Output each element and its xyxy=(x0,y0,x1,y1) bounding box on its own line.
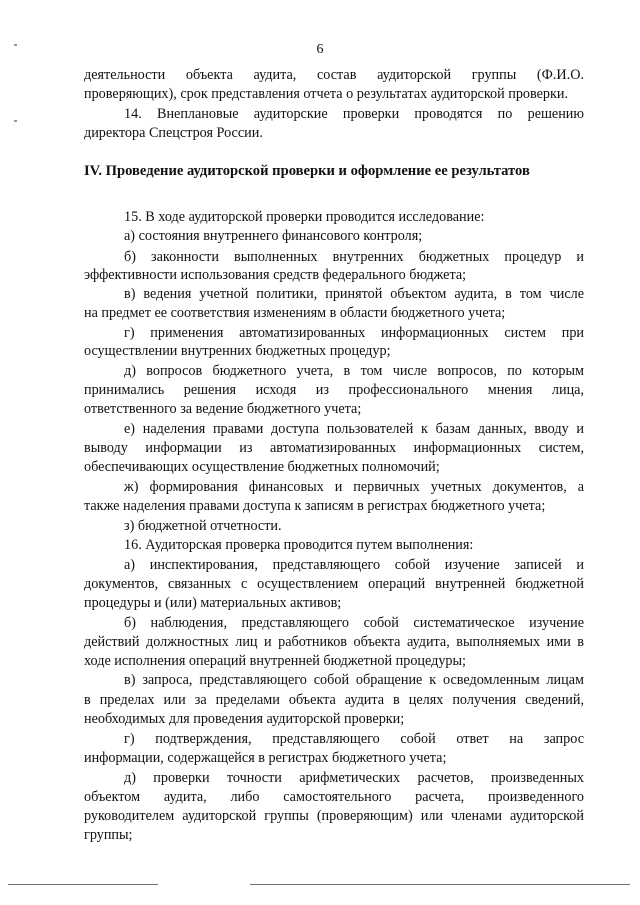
paragraph-line: обеспечивающих осуществление бюджетных полномочий; xyxy=(84,459,440,475)
paragraph-line: процедуры и (или) материальных активов; xyxy=(84,595,342,611)
list-item: б) наблюдения, представляющего собой систематическое изучение xyxy=(124,615,584,631)
paragraph-line: действий должностных лиц и работников объекта аудита, выполняемых ими в xyxy=(84,634,584,650)
paragraph-line: осуществлении внутренних бюджетных процедур; xyxy=(84,343,391,359)
list-item: е) наделения правами доступа пользователей к базам данных, вводу и xyxy=(124,421,584,437)
paragraph-line: информации, содержащейся в регистрах бюджетного учета; xyxy=(84,750,447,766)
scan-mark xyxy=(14,120,17,122)
list-item: д) вопросов бюджетного учета, в том числе вопросов, по которым xyxy=(124,363,584,379)
list-item: д) проверки точности арифметических расчетов, произведенных xyxy=(124,770,584,786)
list-item: б) законности выполненных внутренних бюджетных процедур и xyxy=(124,249,584,265)
paragraph-line: эффективности использования средств федерального бюджета; xyxy=(84,267,467,283)
paragraph-line: документов, связанных с осуществлением операций внутренней бюджетной xyxy=(84,576,584,592)
paragraph-line: 16. Аудиторская проверка проводится путем выполнения: xyxy=(124,537,474,553)
list-item: в) запроса, представляющего собой обращение к осведомленным лицам xyxy=(124,672,584,688)
paragraph-line: группы; xyxy=(84,827,133,843)
list-item: в) ведения учетной политики, принятой объектом аудита, в том числе xyxy=(124,286,584,302)
paragraph-line: в пределах или за пределами объекта аудита в целях получения сведений, xyxy=(84,692,584,708)
page-number: 6 xyxy=(316,42,324,57)
list-item: з) бюджетной отчетности. xyxy=(124,518,282,534)
section-heading: IV. Проведение аудиторской проверки и оформление ее результатов xyxy=(84,163,530,179)
list-item: ж) формирования финансовых и первичных учетных документов, а xyxy=(124,479,584,495)
paragraph-line: принимались решения исходя из профессионального мнения лица, xyxy=(84,382,584,398)
list-item: а) инспектирования, представляющего собой изучение записей и xyxy=(124,557,584,573)
paragraph-line: проверяющих), срок представления отчета о результатах аудиторской проверки. xyxy=(84,86,569,102)
list-item: а) состояния внутреннего финансового контроля; xyxy=(124,228,423,244)
paragraph-line: 14. Внеплановые аудиторские проверки проводятся по решению xyxy=(124,106,584,122)
paragraph-line: на предмет ее соответствия изменениям в области бюджетного учета; xyxy=(84,305,506,321)
paragraph-line: ответственного за ведение бюджетного учета; xyxy=(84,401,362,417)
scan-edge-line xyxy=(8,884,158,885)
list-item: г) подтверждения, представляющего собой ответ на запрос xyxy=(124,731,584,747)
paragraph-line: выводу информации из автоматизированных информационных систем, xyxy=(84,440,584,456)
paragraph-line: также наделения правами доступа к записям в регистрах бюджетного учета; xyxy=(84,498,546,514)
scan-edge-line xyxy=(250,884,630,885)
paragraph-line: необходимых для проведения аудиторской проверки; xyxy=(84,711,405,727)
paragraph-line: объектом аудита, либо самостоятельного расчета, произведенного xyxy=(84,789,584,805)
list-item: г) применения автоматизированных информационных систем при xyxy=(124,325,584,341)
paragraph-line: руководителем аудиторской группы (проверяющим) или членами аудиторской xyxy=(84,808,584,824)
paragraph-line: директора Спецстроя России. xyxy=(84,125,263,141)
paragraph-line: ходе исполнения операций внутренней бюджетной процедуры; xyxy=(84,653,467,669)
paragraph-line: деятельности объекта аудита, состав аудиторской группы (Ф.И.О. xyxy=(84,67,584,83)
paragraph-line: 15. В ходе аудиторской проверки проводится исследование: xyxy=(124,209,485,225)
